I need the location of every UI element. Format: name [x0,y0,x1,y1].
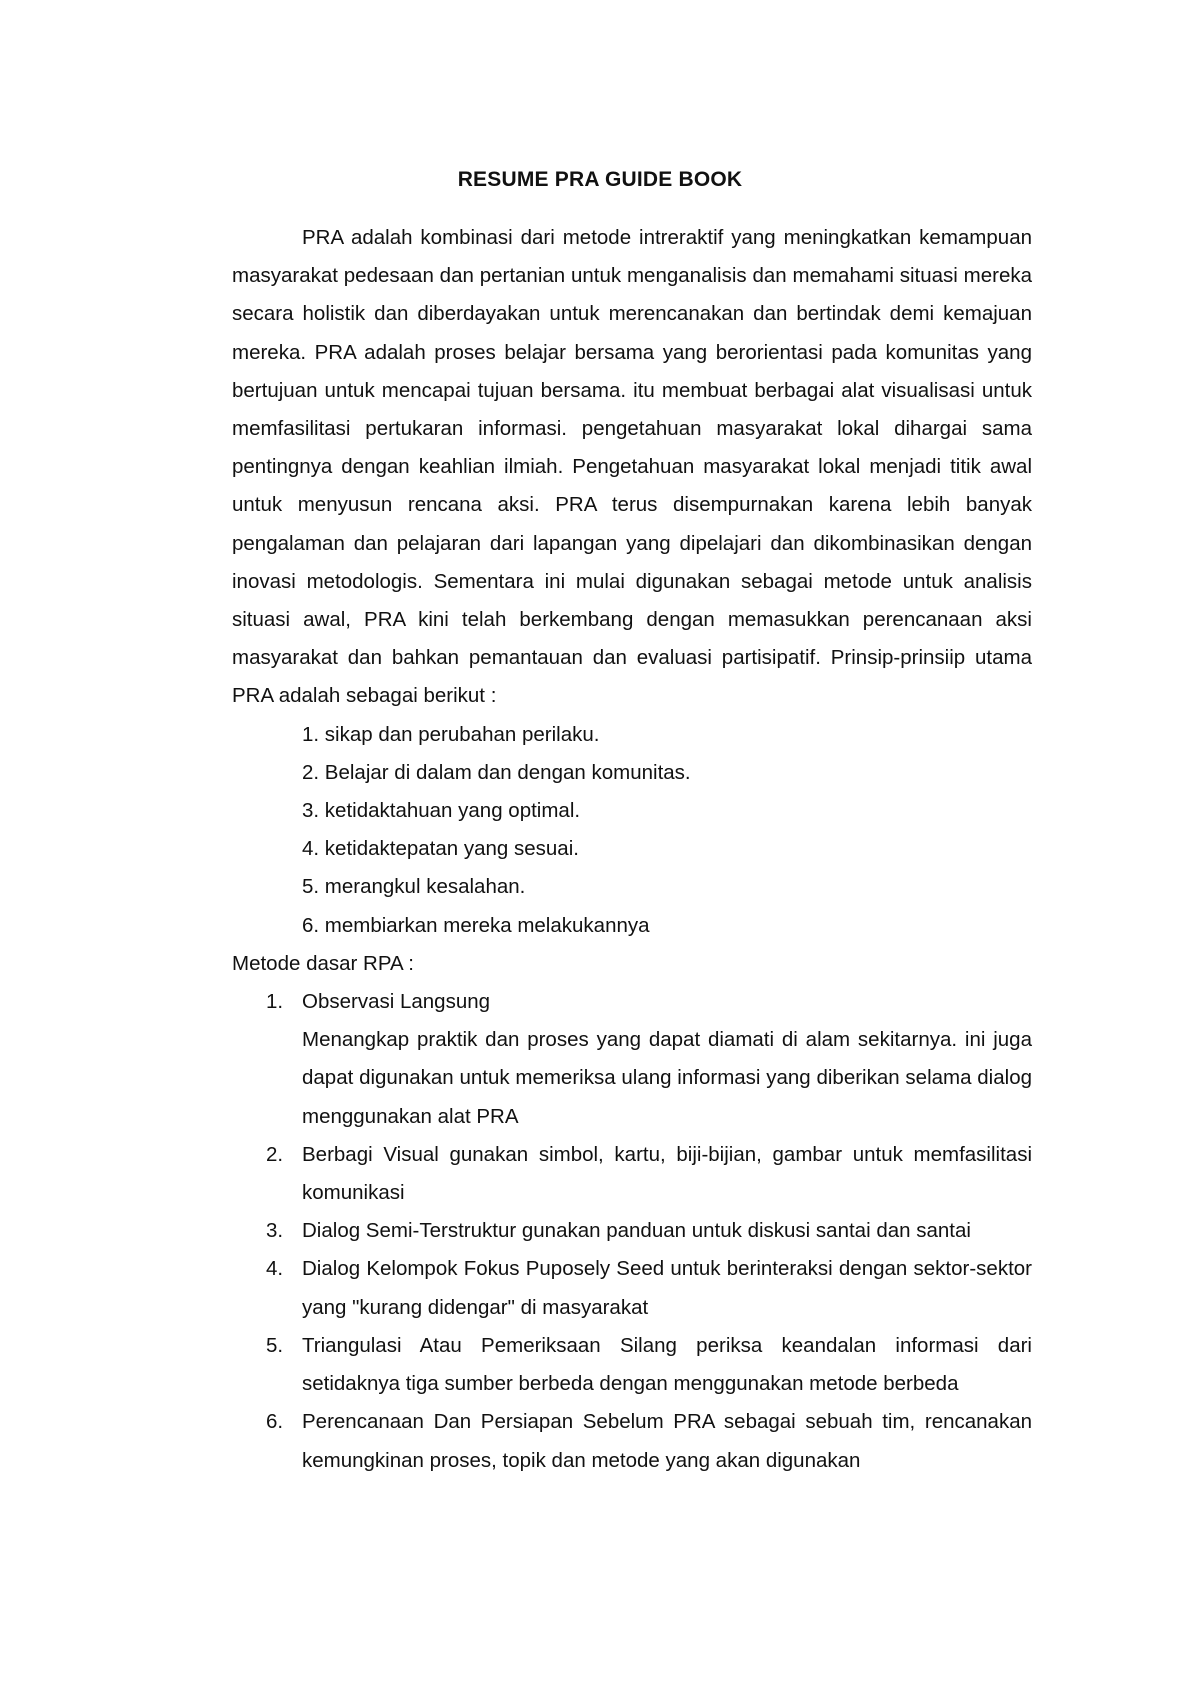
method-text: Perencanaan Dan Persiapan Sebelum PRA sebagai sebuah tim, rencanakan kemungkinan proses, topik dan metode yang akan digunakan [302,1410,1032,1472]
method-item [232,1136,1032,1212]
principles-list [232,716,1032,945]
principle-item: 4. ketidaktepatan yang sesuai. [302,837,579,861]
principle-item: 1. sikap dan perubahan perilaku. [302,722,600,746]
method-number: 1. [266,990,284,1014]
method-item [232,983,1032,1136]
method-text: Dialog Kelompok Fokus Puposely Seed untuk berinteraksi dengan sektor-sektor yang "kurang didengar" di masyarakat [302,1257,1032,1319]
method-number: 2. [266,1142,284,1166]
methods-heading: Metode dasar RPA : [232,951,414,975]
method-number: 4. [266,1257,284,1281]
method-title: Observasi Langsung [302,990,491,1014]
principle-item: 3. ketidaktahuan yang optimal. [302,799,581,823]
principle-item: 2. Belajar di dalam dan dengan komunitas. [302,760,691,784]
method-description: Menangkap praktik dan proses yang dapat diamati di alam sekitarnya. ini juga dapat digunakan untuk memeriksa ulang informasi yang diberikan selama dialog menggunakan alat PRA [302,1028,1032,1128]
principle-item: 5. merangkul kesalahan. [302,875,526,899]
intro-paragraph: PRA adalah kombinasi dari metode intreraktif yang meningkatkan kemampuan masyarakat pedesaan dan pertanian untuk menganalisis dan memahami situasi mereka secara holistik dan diberdayakan untuk merencanakan dan bertindak demi kemajuan mereka. PRA adalah proses belajar bersama yang berorientasi pada komunitas yang bertujuan untuk mencapai tujuan bersama. itu membuat berbagai alat visualisasi untuk memfasilitasi pertukaran informasi. pengetahuan masyarakat lokal dihargai sama pentingnya dengan keahlian ilmiah. Pengetahuan masyarakat lokal menjadi titik awal untuk menyusun rencana aksi. PRA terus disempurnakan karena lebih banyak pengalaman dan pelajaran dari lapangan yang dipelajari dan dikombinasikan dengan inovasi metodologis. Sementara ini mulai digunakan sebagai metode untuk analisis situasi awal, PRA kini telah berkembang dengan memasukkan perencanaan aksi masyarakat dan bahkan pemantauan dan evaluasi partisipatif. Prinsip-prinsiip utama PRA adalah sebagai berikut : [232,226,1032,708]
methods-list [232,983,1032,1480]
principle-item: 6. membiarkan mereka melakukannya [302,913,650,937]
method-number: 5. [266,1333,284,1357]
method-text: Dialog Semi-Terstruktur gunakan panduan untuk diskusi santai dan santai [302,1219,971,1243]
method-item [232,1250,1032,1326]
method-item [232,1212,1032,1250]
method-item [232,1403,1032,1479]
method-text: Berbagi Visual gunakan simbol, kartu, biji-bijian, gambar untuk memfasilitasi komunikasi [302,1142,1032,1205]
document-title: RESUME PRA GUIDE BOOK [457,168,743,191]
method-item [232,1327,1032,1403]
document-body [232,219,1032,1480]
method-number: 3. [266,1219,284,1243]
method-number: 6. [266,1410,284,1434]
method-text: Triangulasi Atau Pemeriksaan Silang periksa keandalan informasi dari setidaknya tiga sumber berbeda dengan menggunakan metode berbeda [302,1333,1032,1396]
